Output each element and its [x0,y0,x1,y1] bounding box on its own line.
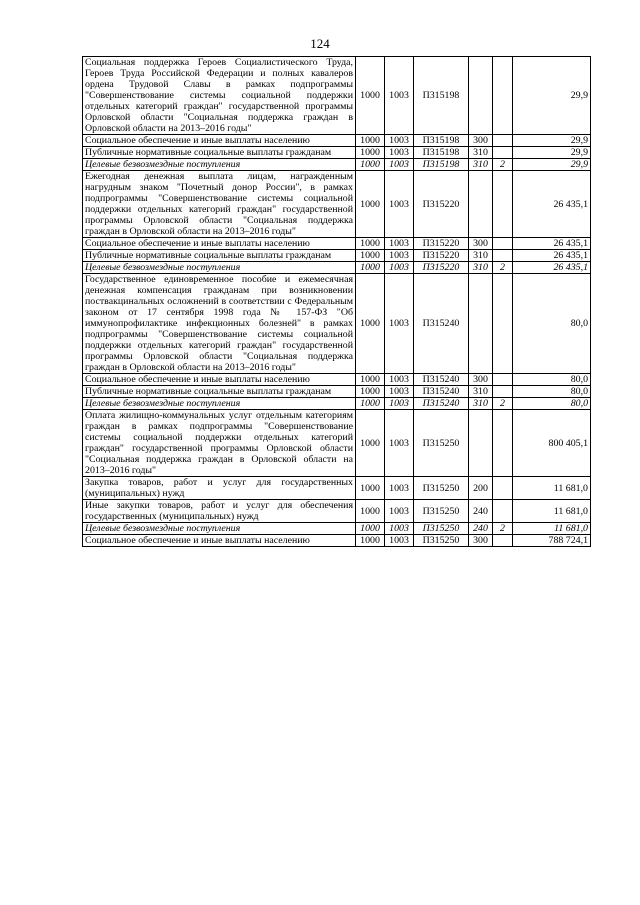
amount-cell: 80,0 [513,274,591,374]
source-code-cell [493,535,513,547]
source-code-cell [493,250,513,262]
target-article-cell: П315250 [414,410,469,477]
amount-cell: 26 435,1 [513,171,591,238]
row-name-cell: Целевые безвозмездные поступления [83,159,356,171]
row-name-cell: Социальное обеспечение и иные выплаты населению [83,535,356,547]
source-code-cell [493,171,513,238]
amount-cell: 11 681,0 [513,477,591,500]
section-code-cell: 1000 [356,535,385,547]
expense-type-cell: 240 [469,500,493,523]
source-code-cell [493,238,513,250]
target-article-cell: П315250 [414,523,469,535]
amount-cell: 11 681,0 [513,500,591,523]
page-number: 124 [310,36,330,51]
amount-cell: 788 724,1 [513,535,591,547]
subsection-code-cell: 1003 [385,57,414,135]
section-code-cell: 1000 [356,274,385,374]
source-code-cell [493,135,513,147]
subsection-code-cell: 1003 [385,135,414,147]
expense-type-cell: 310 [469,386,493,398]
section-code-cell: 1000 [356,523,385,535]
row-name-cell: Социальная поддержка Героев Социалистического Труда, Героев Труда Российской Федерации и полных кавалеров ордена Трудовой Славы в рамках подпрограммы "Совершенствование системы социальной поддержки отдельных категорий граждан" государственной программы Орловской области "Социальная поддержка граждан в Орловской области на 2013–2016 годы" [83,57,356,135]
target-article-cell: П315250 [414,477,469,500]
row-name-cell: Социальное обеспечение и иные выплаты населению [83,374,356,386]
amount-cell: 29,9 [513,135,591,147]
grant-row [83,159,591,171]
expense-type-cell: 300 [469,135,493,147]
expense-type-cell: 240 [469,523,493,535]
source-code-cell [493,410,513,477]
table-row [83,147,591,159]
source-code-cell [493,374,513,386]
expense-type-cell: 200 [469,477,493,500]
subsection-code-cell: 1003 [385,250,414,262]
section-code-cell: 1000 [356,171,385,238]
source-code-cell [493,500,513,523]
subsection-code-cell: 1003 [385,398,414,410]
subsection-code-cell: 1003 [385,374,414,386]
amount-cell: 26 435,1 [513,250,591,262]
section-code-cell: 1000 [356,238,385,250]
expense-type-cell [469,171,493,238]
row-name-cell: Социальное обеспечение и иные выплаты населению [83,238,356,250]
target-article-cell: П315240 [414,398,469,410]
target-article-cell: П315220 [414,238,469,250]
target-article-cell: П315220 [414,171,469,238]
expense-type-cell [469,410,493,477]
row-name-cell: Закупка товаров, работ и услуг для государственных (муниципальных) нужд [83,477,356,500]
expense-type-cell [469,274,493,374]
expense-type-cell: 300 [469,374,493,386]
program-row [83,171,591,238]
table-row [83,477,591,500]
row-name-cell: Целевые безвозмездные поступления [83,523,356,535]
row-name-cell: Ежегодная денежная выплата лицам, награжденным нагрудным знаком "Почетный донор России", в рамках подпрограммы "Совершенствование системы социальной поддержки отдельных категорий граждан" государственной программы Орловской области "Социальная поддержка граждан в Орловской области на 2013–2016 годы" [83,171,356,238]
row-name-cell: Целевые безвозмездные поступления [83,398,356,410]
amount-cell: 11 681,0 [513,523,591,535]
table-row [83,374,591,386]
expense-type-cell: 310 [469,159,493,171]
section-code-cell: 1000 [356,135,385,147]
expense-type-cell: 310 [469,147,493,159]
expense-type-cell: 310 [469,250,493,262]
subsection-code-cell: 1003 [385,410,414,477]
subsection-code-cell: 1003 [385,171,414,238]
table-row [83,135,591,147]
amount-cell: 80,0 [513,374,591,386]
row-name-cell: Публичные нормативные социальные выплаты гражданам [83,147,356,159]
subsection-code-cell: 1003 [385,500,414,523]
source-code-cell [493,57,513,135]
budget-table-body [83,57,591,547]
table-row [83,238,591,250]
target-article-cell: П315220 [414,262,469,274]
target-article-cell: П315240 [414,386,469,398]
amount-cell: 80,0 [513,398,591,410]
table-row [83,386,591,398]
source-code-cell: 2 [493,262,513,274]
target-article-cell: П315250 [414,535,469,547]
expense-type-cell: 300 [469,238,493,250]
row-name-cell: Публичные нормативные социальные выплаты гражданам [83,386,356,398]
target-article-cell: П315198 [414,147,469,159]
program-row [83,410,591,477]
target-article-cell: П315198 [414,159,469,171]
source-code-cell [493,477,513,500]
section-code-cell: 1000 [356,477,385,500]
table-row [83,500,591,523]
target-article-cell: П315198 [414,57,469,135]
subsection-code-cell: 1003 [385,159,414,171]
section-code-cell: 1000 [356,262,385,274]
section-code-cell: 1000 [356,147,385,159]
table-row [83,535,591,547]
row-name-cell: Государственное единовременное пособие и ежемесячная денежная компенсация гражданам при возникновении поствакцинальных осложнений в соответствии с Федеральным законом от 17 сентября 1998 года № 157-ФЗ "Об иммунопрофилактике инфекционных болезней" в рамках подпрограммы "Совершенствование системы социальной поддержки отдельных категорий граждан" государственной программы Орловской области "Социальная поддержка граждан в Орловской области на 2013–2016 годы" [83,274,356,374]
grant-row [83,398,591,410]
amount-cell: 800 405,1 [513,410,591,477]
section-code-cell: 1000 [356,159,385,171]
section-code-cell: 1000 [356,386,385,398]
subsection-code-cell: 1003 [385,523,414,535]
source-code-cell [493,274,513,374]
budget-table [82,56,591,547]
row-name-cell: Иные закупки товаров, работ и услуг для обеспечения государственных (муниципальных) нужд [83,500,356,523]
section-code-cell: 1000 [356,250,385,262]
target-article-cell: П315250 [414,500,469,523]
section-code-cell: 1000 [356,398,385,410]
target-article-cell: П315220 [414,250,469,262]
expense-type-cell: 310 [469,262,493,274]
amount-cell: 29,9 [513,57,591,135]
expense-type-cell: 310 [469,398,493,410]
source-code-cell: 2 [493,523,513,535]
row-name-cell: Оплата жилищно-коммунальных услуг отдельным категориям граждан в рамках подпрограммы "Совершенствование системы социальной поддержки отдельных категорий граждан" государственной программы Орловской области "Социальная поддержка граждан в Орловской области на 2013–2016 годы" [83,410,356,477]
source-code-cell: 2 [493,159,513,171]
expense-type-cell: 300 [469,535,493,547]
subsection-code-cell: 1003 [385,274,414,374]
subsection-code-cell: 1003 [385,262,414,274]
section-code-cell: 1000 [356,500,385,523]
row-name-cell: Публичные нормативные социальные выплаты гражданам [83,250,356,262]
target-article-cell: П315240 [414,374,469,386]
row-name-cell: Целевые безвозмездные поступления [83,262,356,274]
grant-row [83,523,591,535]
subsection-code-cell: 1003 [385,147,414,159]
table-row [83,250,591,262]
subsection-code-cell: 1003 [385,238,414,250]
source-code-cell: 2 [493,398,513,410]
expense-type-cell [469,57,493,135]
amount-cell: 80,0 [513,386,591,398]
section-code-cell: 1000 [356,57,385,135]
subsection-code-cell: 1003 [385,386,414,398]
subsection-code-cell: 1003 [385,477,414,500]
target-article-cell: П315198 [414,135,469,147]
subsection-code-cell: 1003 [385,535,414,547]
target-article-cell: П315240 [414,274,469,374]
grant-row [83,262,591,274]
amount-cell: 29,9 [513,159,591,171]
amount-cell: 26 435,1 [513,262,591,274]
program-row [83,274,591,374]
section-code-cell: 1000 [356,410,385,477]
program-row [83,57,591,135]
row-name-cell: Социальное обеспечение и иные выплаты населению [83,135,356,147]
source-code-cell [493,147,513,159]
section-code-cell: 1000 [356,374,385,386]
amount-cell: 29,9 [513,147,591,159]
amount-cell: 26 435,1 [513,238,591,250]
source-code-cell [493,386,513,398]
